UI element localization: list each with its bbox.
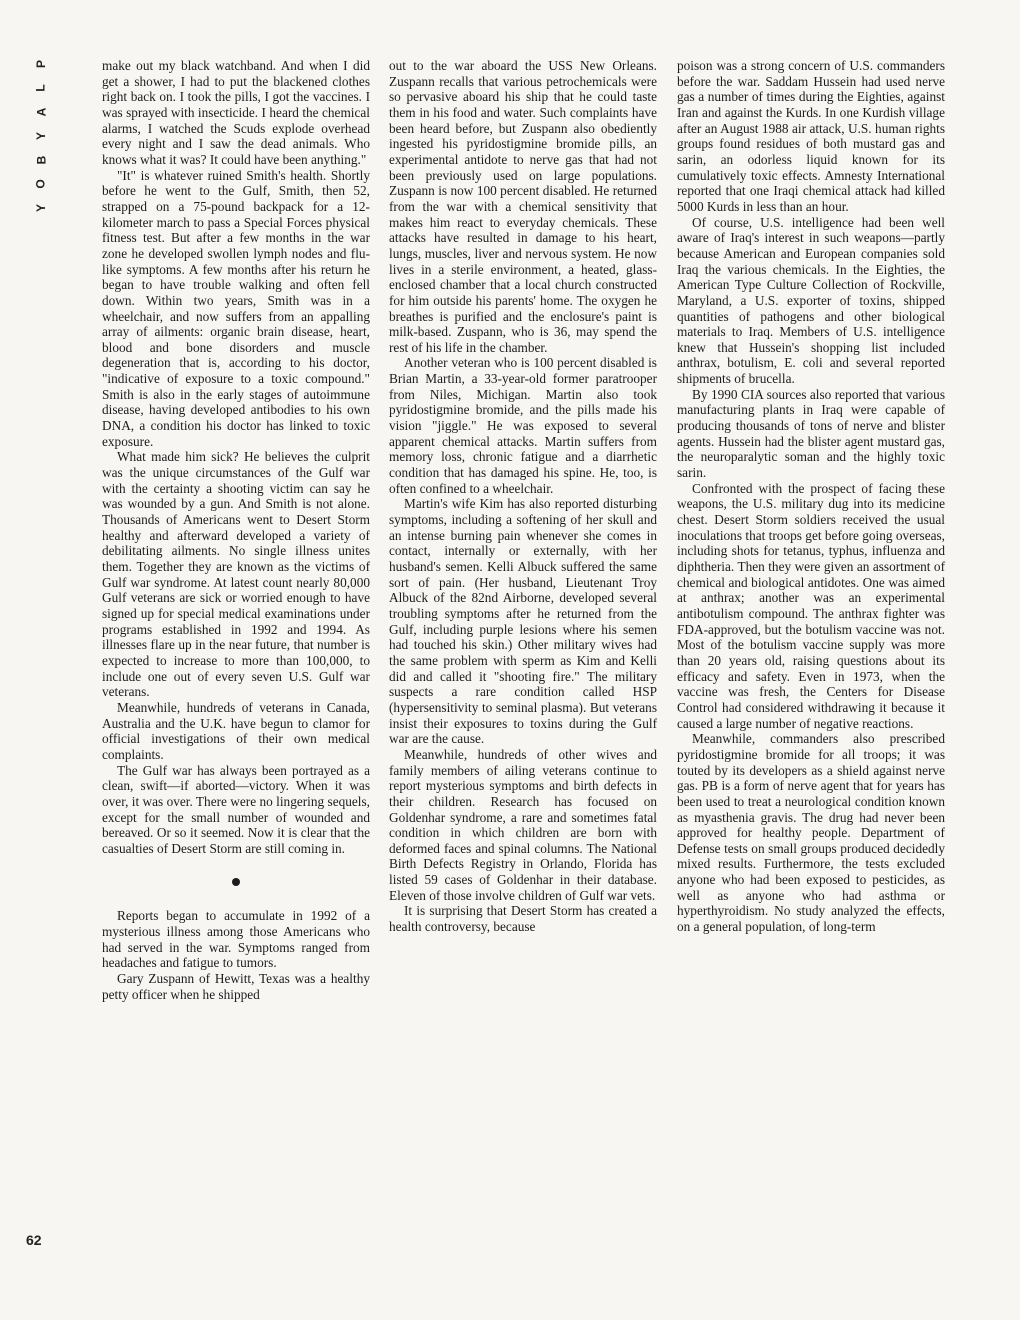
sidebar-letter: O	[34, 179, 48, 189]
sidebar-letter: Y	[33, 203, 48, 213]
paragraph: Gary Zuspann of Hewitt, Texas was a healthy petty officer when he shipped	[102, 971, 370, 1002]
sidebar-letter: Y	[33, 131, 48, 141]
paragraph: Meanwhile, hundreds of veterans in Canada, Australia and the U.K. have begun to clamor for official investigations of their own medical complaints.	[102, 699, 370, 762]
sidebar-letter: B	[33, 155, 48, 165]
paragraph: Martin's wife Kim has also reported disturbing symptoms, including a softening of her skull and an intense burning pain whenever she comes in contact, internally or externally, with her husband's semen. Kelli Albuck suffered the same sort of pain. (Her husband, Lieutenant Troy Albuck of the 82nd Airborne, developed several troubling symptoms after he returned from the Gulf, including purple lesions where his semen had touched his skin.) Other military wives had the same problem with sperm as Kim and Kelli did and called it "shooting fire." The military suspects a rare condition called HSP (hypersensitivity to seminal plasma). But veterans insist their exposures to toxins during the Gulf war are the cause.	[389, 496, 657, 747]
paragraph: Of course, U.S. intelligence had been well aware of Iraq's interest in such weapons—partly because American and European companies sold Iraq the various chemicals. In the Eighties, the American Type Culture Collection of Rockville, Maryland, a U.S. exporter of toxins, shipped quantities of pathogens and other biological materials to Iraq. Members of U.S. intelligence knew that Hussein's shopping list included anthrax, botulism, E. coli and several reported shipments of brucella.	[677, 214, 945, 387]
sidebar-letter: L	[34, 84, 48, 92]
paragraph: Another veteran who is 100 percent disabled is Brian Martin, a 33-year-old former paratrooper from Niles, Michigan. Martin also took pyridostigmine bromide, and the pills made his vision "jiggle." He was exposed to several apparent chemical attacks. Martin suffers from memory loss, chronic fatigue and a diarrhetic condition that has damaged his spine. He, too, is often confined to a wheelchair.	[389, 355, 657, 496]
paragraph: It is surprising that Desert Storm has created a health controversy, because	[389, 903, 657, 935]
article-column-1	[102, 58, 370, 1002]
section-break-bullet	[102, 856, 370, 908]
sidebar-letter: A	[33, 107, 48, 117]
paragraph: Meanwhile, hundreds of other wives and family members of ailing veterans continue to report mysterious symptoms and birth defects in their children. Research has focused on Goldenhar syndrome, a rare and sometimes fatal condition in which children are born with deformed faces and spinal columns. The National Birth Defects Registry in Orlando, Florida has listed 59 cases of Goldenhar in their database. Eleven of those involve children of Gulf war vets.	[389, 746, 657, 903]
sidebar-letter: P	[33, 59, 48, 69]
paragraph: make out my black watchband. And when I did get a shower, I had to put the blackened clothes right back on. I took the pills, I got the vaccines. I was sprayed with insecticide. I heard the chemical alarms, I watched the Scuds explode overhead every night and I saw the dead animals. Who knows what it was? It could have been anything."	[102, 58, 370, 167]
paragraph: poison was a strong concern of U.S. commanders before the war. Saddam Hussein had used nerve gas a number of times during the Eighties, against Iran and against the Kurds. In one Kurdish village after an August 1988 air attack, U.S. human rights groups found residues of both mustard gas and sarin, an odorless liquid known for its cumulatively toxic effects. Amnesty International reported that one Iraqi chemical attack had killed 5000 Kurds in less than an hour.	[677, 58, 945, 214]
paragraph: By 1990 CIA sources also reported that various manufacturing plants in Iraq were capable of producing thousands of tons of nerve and blister agents. Hussein had the blister agent mustard gas, the neuroparalytic soman and the highly toxic sarin.	[677, 386, 945, 481]
magazine-name-vertical	[28, 58, 54, 214]
article-column-2	[389, 58, 657, 935]
paragraph: Reports began to accumulate in 1992 of a mysterious illness among those Americans who had served in the war. Symptoms ranged from headaches and fatigue to tumors.	[102, 908, 370, 971]
page-number: 62	[26, 1232, 42, 1248]
paragraph: The Gulf war has always been portrayed as a clean, swift—if aborted—victory. When it was over, it was over. There were no lingering sequels, except for the small number of wounded and bereaved. Or so it seemed. Now it is clear that the casualties of Desert Storm are still coming in.	[102, 762, 370, 856]
article-column-3	[677, 58, 945, 935]
paragraph: out to the war aboard the USS New Orleans. Zuspann recalls that various petrochemicals were so pervasive aboard his ship that he could taste them in his food and water. Such complaints have been heard before, but Zuspann also obediently ingested his pyridostigmine bromide pills, an experimental antidote to nerve gas that had not been previously used on large populations. Zuspann is now 100 percent disabled. He returned from the war with a chemical sensitivity that makes him react to everyday chemicals. These attacks have resulted in damage to his heart, lungs, muscles, liver and nervous system. He now lives in a sterile environment, a heated, glass-enclosed chamber that a local church constructed for him outside his parents' home. The oxygen he breathes is purified and the enclosure's paint is milk-based. Zuspann, who is 36, may spend the rest of his life in the chamber.	[389, 58, 657, 355]
paragraph: What made him sick? He believes the culprit was the unique circumstances of the Gulf war with the certainty a shooting victim can say he was wounded by a gun. And Smith is not alone. Thousands of Americans went to Desert Storm healthy and afterward developed a variety of debilitating ailments. No single illness unites them. Together they are known as the victims of Gulf war syndrome. At latest count nearly 80,000 Gulf veterans are sick or worried enough to have signed up for special medical examinations under programs established in 1992 and 1994. As illnesses flare up in the near future, that number is expected to increase to more than 100,000, to include one out of every seven U.S. Gulf war veterans.	[102, 449, 370, 700]
paragraph: Meanwhile, commanders also prescribed pyridostigmine bromide for all troops; it was touted by its developers as a shield against nerve gas. PB is a form of nerve agent that for years has been used to treat a neurological condition known as myasthenia gravis. The drug had never been approved for healthy people. Department of Defense tests on small groups produced decidedly mixed results. Furthermore, the tests excluded anyone who had been exposed to pesticides, as well as anyone who had asthma or hyperthyroidism. No study analyzed the effects, on a general population, of long-term	[677, 731, 945, 935]
paragraph: "It" is whatever ruined Smith's health. Shortly before he went to the Gulf, Smith, then 52, strapped on a 75-pound backpack for a 12-kilometer march to pass a Special Forces physical fitness test. But after a few months in the war zone he developed swollen lymph nodes and flu-like symptoms. A few months after his return he began to have trouble walking and often fell down. Within two years, Smith was in a wheelchair, and now suffers from an appalling array of ailments: organic brain disease, heart, blood and bone disorders and muscle degeneration that is, according to his doctor, "indicative of exposure to a toxic compound." Smith is also in the early stages of autoimmune disease, having developed antibodies to his own DNA, a condition his doctor has linked to toxic exposure.	[102, 167, 370, 449]
paragraph: Confronted with the prospect of facing these weapons, the U.S. military dug into its medicine chest. Desert Storm soldiers received the usual inoculations that troops get before going overseas, including shots for tetanus, typhus, influenza and diphtheria. Then they were given an assortment of chemical and biological antidotes. One was aimed at anthrax; another was an experimental antibotulism compound. The anthrax fighter was FDA-approved, but the botulism vaccine was not. Most of the botulism vaccine supply was more than 20 years old, raising questions about its efficacy and safety. Even in 1973, when the vaccine was fresh, the Centers for Disease Control had considered withdrawing it because it caused a large number of negative reactions.	[677, 480, 945, 731]
